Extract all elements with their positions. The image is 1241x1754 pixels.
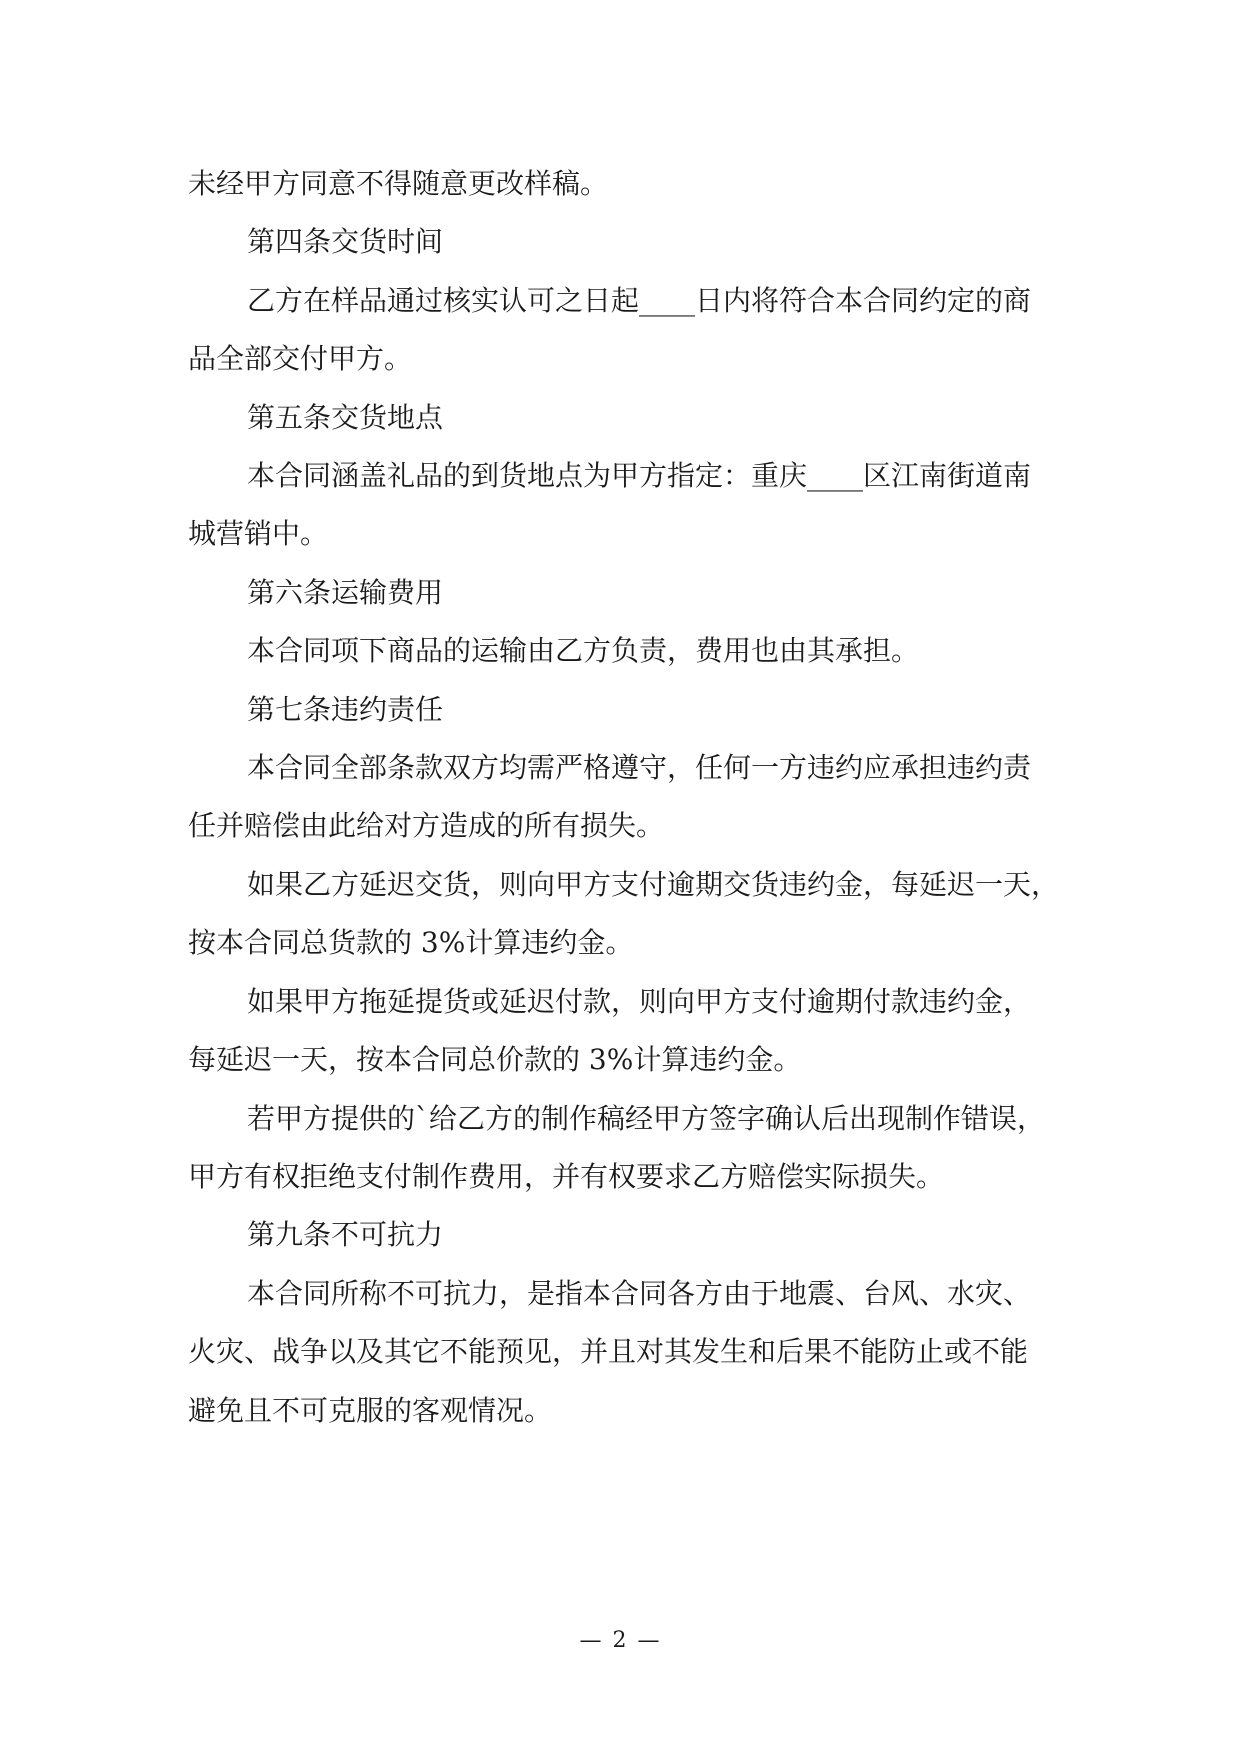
paragraph-line: 城营销中。 [188,517,329,551]
paragraph-line: 甲方有权拒绝支付制作费用，并有权要求乙方赔偿实际损失。 [188,1159,945,1193]
page-number: — 2 — [579,1628,662,1653]
paragraph-line: 按本合同总货款的 3%计算违约金。 [188,926,634,960]
paragraph-line: 如果乙方延迟交货，则向甲方支付逾期交货违约金，每延迟一天， [247,867,1060,901]
paragraph-line: 避免且不可克服的客观情况。 [188,1393,553,1427]
document-body [188,155,1068,1440]
article-heading: 第五条交货地点 [247,400,444,434]
paragraph-line: 未经甲方同意不得随意更改样稿。 [188,167,609,200]
paragraph-line: 本合同所称不可抗力，是指本合同各方由于地震、台风、水灾、 [247,1276,1032,1310]
paragraph-line: 乙方在样品通过核实认可之日起____日内将符合本合同约定的商 [247,283,1032,317]
paragraph-line: 若甲方提供的`给乙方的制作稿经甲方签字确认后出现制作错误， [247,1101,1046,1135]
article-heading: 第九条不可抗力 [247,1218,444,1252]
paragraph-line: 火灾、战争以及其它不能预见，并且对其发生和后果不能防止或不能 [188,1335,1029,1369]
paragraph-line: 品全部交付甲方。 [188,342,413,376]
paragraph-line: 任并赔偿由此给对方造成的所有损失。 [188,809,665,843]
paragraph-line: 本合同涵盖礼品的到货地点为甲方指定：重庆____区江南街道南 [247,459,1032,493]
article-heading: 第四条交货时间 [247,225,444,259]
paragraph-line: 本合同全部条款双方均需严格遵守，任何一方违约应承担违约责 [247,751,1032,785]
article-heading: 第七条违约责任 [247,692,444,726]
paragraph-line: 如果甲方拖延提货或延迟付款，则向甲方支付逾期付款违约金， [247,984,1032,1018]
article-heading: 第六条运输费用 [247,575,444,609]
paragraph-line: 本合同项下商品的运输由乙方负责，费用也由其承担。 [247,634,920,668]
paragraph-line: 每延迟一天，按本合同总价款的 3%计算违约金。 [188,1043,802,1077]
